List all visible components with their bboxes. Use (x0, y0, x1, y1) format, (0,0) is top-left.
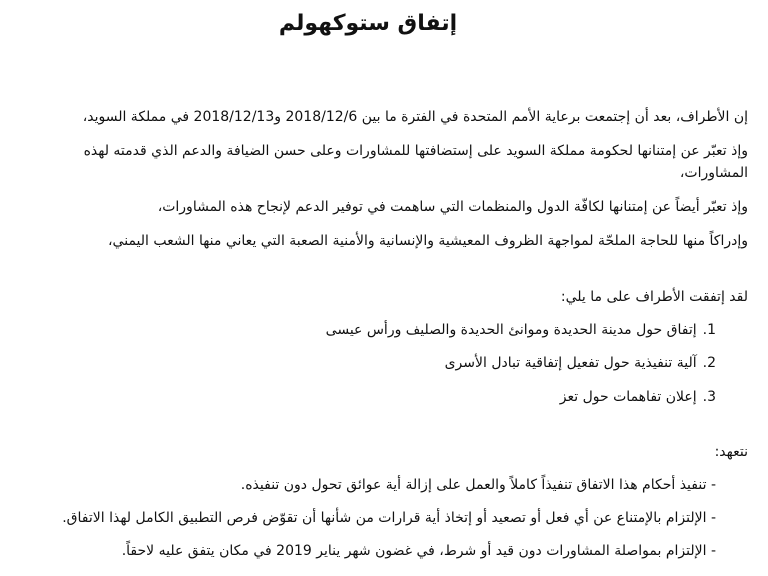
title-text: إتفاق ستوكهولم (278, 11, 458, 36)
agreed-item-3 (560, 387, 716, 407)
item-number: 2. (702, 355, 716, 371)
document-title (0, 8, 768, 40)
item-text: إتفاق حول مدينة الحديدة وموانئ الحديدة والصليف ورأس عيسى (325, 322, 697, 338)
commitment-3: - الإلتزام بمواصلة المشاورات دون قيد أو شرط، في غضون شهر يناير 2019 في مكان يتفق عليه لاحقاً. (121, 543, 716, 559)
commitment-1: - تنفيذ أحكام هذا الاتفاق تنفيذاً كاملاً والعمل على إزالة أية عوائق تحول دون تنفيذه. (240, 477, 716, 493)
preamble-paragraph-3: وإذ تعبّر أيضاً عن إمتنانها لكافّة الدول والمنظمات التي ساهمت في توفير الدعم لإنجاح هذه المشاورات، (157, 199, 748, 215)
preamble-paragraph-2: وإذ تعبّر عن إمتنانها لحكومة مملكة السويد على إستضافتها للمشاورات وعلى حسن الضيافة والدعم الذي قدمته لهذه (83, 143, 748, 159)
preamble-paragraph-4: وإدراكاً منها للحاجة الملحّة لمواجهة الظروف المعيشية والإنسانية والأمنية الصعبة التي يعاني منها الشعب اليمني، (108, 233, 748, 249)
commit-intro: نتعهد: (714, 444, 748, 460)
item-number: 1. (702, 322, 716, 338)
item-number: 3. (702, 389, 716, 405)
preamble-paragraph-1: إن الأطراف، بعد أن إجتمعت برعاية الأمم المتحدة في الفترة ما بين 2018/12/6 و2018/12/13 في مملكة السويد، (82, 109, 748, 125)
preamble-paragraph-2-cont: المشاورات، (679, 165, 748, 181)
item-text: آلية تنفيذية حول تفعيل إتفاقية تبادل الأسرى (444, 355, 697, 371)
commitment-2: - الإلتزام بالإمتناع عن أي فعل أو تصعيد أو إتخاذ أية قرارات من شأنها أن تقوّض فرص التطبيق الكامل لهذا الاتفاق. (62, 510, 716, 526)
item-text: إعلان تفاهمات حول تعز (559, 389, 697, 405)
agreed-intro: لقد إتفقت الأطراف على ما يلي: (560, 289, 748, 305)
agreed-item-1 (326, 320, 716, 340)
agreed-item-2 (445, 353, 716, 373)
